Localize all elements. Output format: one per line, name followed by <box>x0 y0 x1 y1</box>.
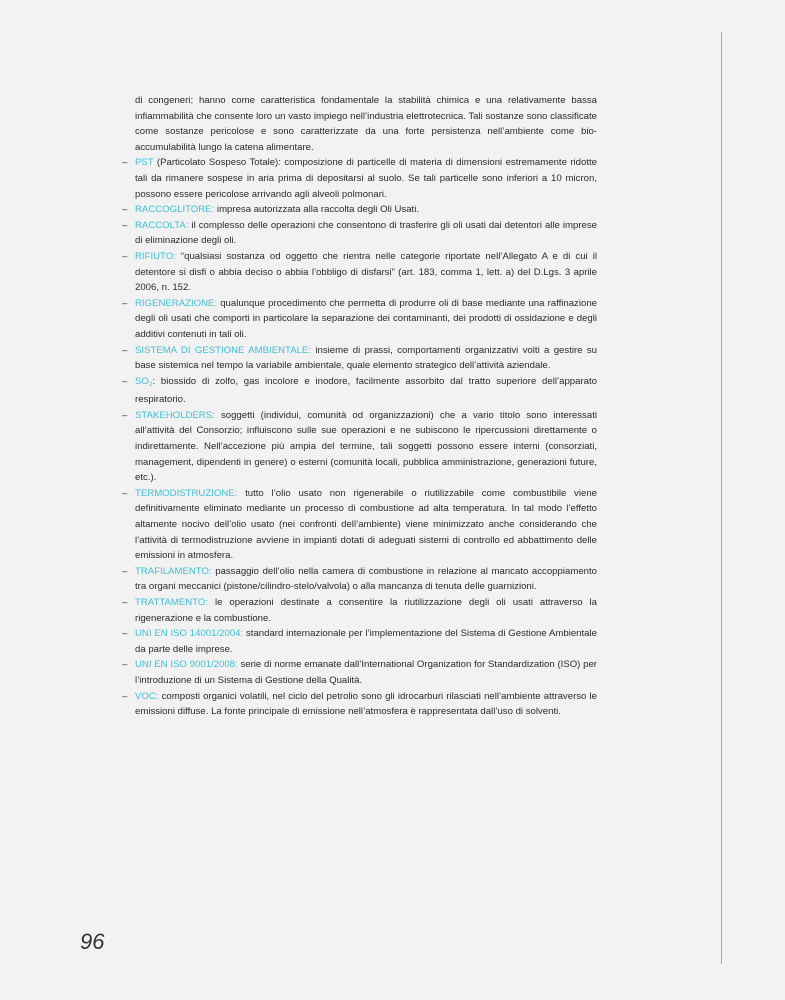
page-number: 96 <box>80 929 105 954</box>
glossary-content <box>122 93 597 720</box>
glossary-term: RACCOLTA: <box>135 219 189 231</box>
glossary-term: TRAFILAMENTO: <box>135 565 212 577</box>
right-margin-rule <box>721 32 722 964</box>
glossary-definition: (Particolato Sospeso Totale): composizione di particelle di materia di dimensioni estremamente ridotte tali da rimanere sospese in aria prima di depositarsi al suolo. Se tali particelle sono inferiori a 10 micron, possono essere pericolose arrivando agli alveoli polmonari. <box>135 157 597 200</box>
glossary-term: RACCOGLITORE: <box>135 204 215 216</box>
glossary-entry <box>122 374 597 408</box>
glossary-term: STAKEHOLDERS: <box>135 409 215 421</box>
glossary-definition: il complesso delle operazioni che consentono di trasferire gli oli usati dai detentori alle imprese di eliminazione degli oli. <box>135 219 597 247</box>
glossary-entry <box>122 155 597 202</box>
list-dash: – <box>122 409 128 421</box>
list-dash: – <box>122 344 128 356</box>
glossary-entry <box>122 689 597 720</box>
list-dash: – <box>122 250 128 262</box>
glossary-term: SO <box>135 375 149 387</box>
list-dash: – <box>122 375 128 387</box>
glossary-definition: “qualsiasi sostanza od oggetto che rientra nelle categorie riportate nell’Allegato A e di cui il detentore si disfi o abbia deciso o abbia l’obbligo di disfarsi” (art. 183, comma 1, lett. a) del D.Lgs. 3 aprile 2006, n. 152. <box>135 250 597 294</box>
list-dash: – <box>122 487 128 499</box>
glossary-term: SISTEMA DI GESTIONE AMBIENTALE: <box>135 344 311 356</box>
glossary-definition: insieme di prassi, comportamenti organizzativi volti a gestire su base sistemica nel tempo la variabile ambientale, quale elemento strategico dell’attività aziendale. <box>135 344 597 372</box>
glossary-term: PST <box>135 157 154 169</box>
glossary-term: RIGENERAZIONE: <box>135 297 218 309</box>
glossary-term: UNI EN ISO 9001/2008: <box>135 659 238 671</box>
glossary-definition: qualunque procedimento che permetta di produrre oli di base mediante una raffinazione degli oli usati che comporti in particolare la separazione dei contaminanti, dei prodotti di ossidazione e degli additivi contenuti in tali oli. <box>135 297 597 340</box>
glossary-entry <box>122 296 597 343</box>
glossary-entry <box>122 343 597 374</box>
list-dash: – <box>122 628 128 640</box>
list-dash: – <box>122 690 128 702</box>
list-dash: – <box>122 204 128 216</box>
glossary-definition: impresa autorizzata alla raccolta degli Oli Usati. <box>214 204 420 216</box>
list-dash: – <box>122 297 128 309</box>
glossary-entry <box>122 218 597 249</box>
list-dash: – <box>122 219 128 231</box>
list-dash: – <box>122 157 128 169</box>
glossary-entry <box>122 249 597 296</box>
glossary-definition: passaggio dell’olio nella camera di combustione in relazione al mancato accoppiamento tra organi meccanici (pistone/cilindro-stelo/valvola) o alla mancanza di tenuta delle guarnizioni. <box>135 565 597 593</box>
list-dash: – <box>122 597 128 608</box>
glossary-definition: serie di norme emanate dall’International Organization for Standardization (ISO) per l’introduzione di un Sistema di Gestione della Qualità. <box>135 659 598 686</box>
glossary-definition: le operazioni destinate a consentire la riutilizzazione degli oli usati attraverso la rigenerazione e la combustione. <box>135 597 597 624</box>
list-dash: – <box>122 659 128 671</box>
list-dash: – <box>122 565 128 577</box>
glossary-definition: tutto l’olio usato non rigenerabile o riutilizzabile come combustibile viene definitivamente eliminato mediante un processo di combustione ad alta temperatura. In tal modo l’effetto altamente nocivo dell’olio usato (nei confronti dell’ambiente) viene minimizzato anche considerando che l’attività di termodistruzione avviene in impianti dotati di adeguati sistemi di controllo ed abbattimento delle emissioni in atmosfera. <box>135 487 597 562</box>
glossary-entry <box>122 564 597 595</box>
glossary-entries <box>122 155 597 719</box>
glossary-entry <box>122 486 597 564</box>
glossary-term: TERMODISTRUZIONE: <box>135 487 238 499</box>
glossary-term: VOC: <box>135 690 159 702</box>
glossary-entry <box>122 202 597 218</box>
glossary-intro-text: di congeneri; hanno come caratteristica fondamentale la stabilità chimica e una relativamente bassa infiammabilità che consente loro un vasto impiego nell’industria elettrotecnica. Tali sostanze sono classificate come sostanze pericolose e sono caratterizzate da una forte persistenza nell’ambiente come bio-accumulabilità lungo la catena alimentare. <box>135 95 597 153</box>
glossary-term: TRATTAMENTO: <box>135 597 209 608</box>
glossary-term: RIFIUTO: <box>135 250 176 262</box>
glossary-entry <box>122 626 597 657</box>
glossary-definition: : biossido di zolfo, gas incolore e inodore, facilmente assorbito dal tratto superiore dell’apparato respiratorio. <box>135 375 597 406</box>
glossary-entry <box>122 408 597 486</box>
glossary-term-subscript: 2 <box>148 380 153 388</box>
glossary-term: UNI EN ISO 14001/2004: <box>135 628 244 640</box>
glossary-entry <box>122 595 597 626</box>
glossary-definition: soggetti (individui, comunità od organizzazioni) che a vario titolo sono interessati all’attività del Consorzio; influiscono sulle sue operazioni e ne subiscono le ripercussioni direttamente o indirettamente. Nell’accezione più ampia del termine, tali soggetti possono essere interni (consorziati, management, dipendenti in genere) o esterni (comunità locali, pubblica amministrazione, generazioni future, etc.). <box>135 409 597 484</box>
glossary-definition: standard internazionale per l’implementazione del Sistema di Gestione Ambientale da parte delle imprese. <box>135 628 597 655</box>
glossary-entry <box>122 657 597 688</box>
glossary-definition: composti organici volatili, nel ciclo del petrolio sono gli idrocarburi rilasciati nell’ambiente attraverso le emissioni diffuse. La fonte principale di emissione nell’atmosfera è rappresentata dall’uso di solventi. <box>135 690 597 718</box>
